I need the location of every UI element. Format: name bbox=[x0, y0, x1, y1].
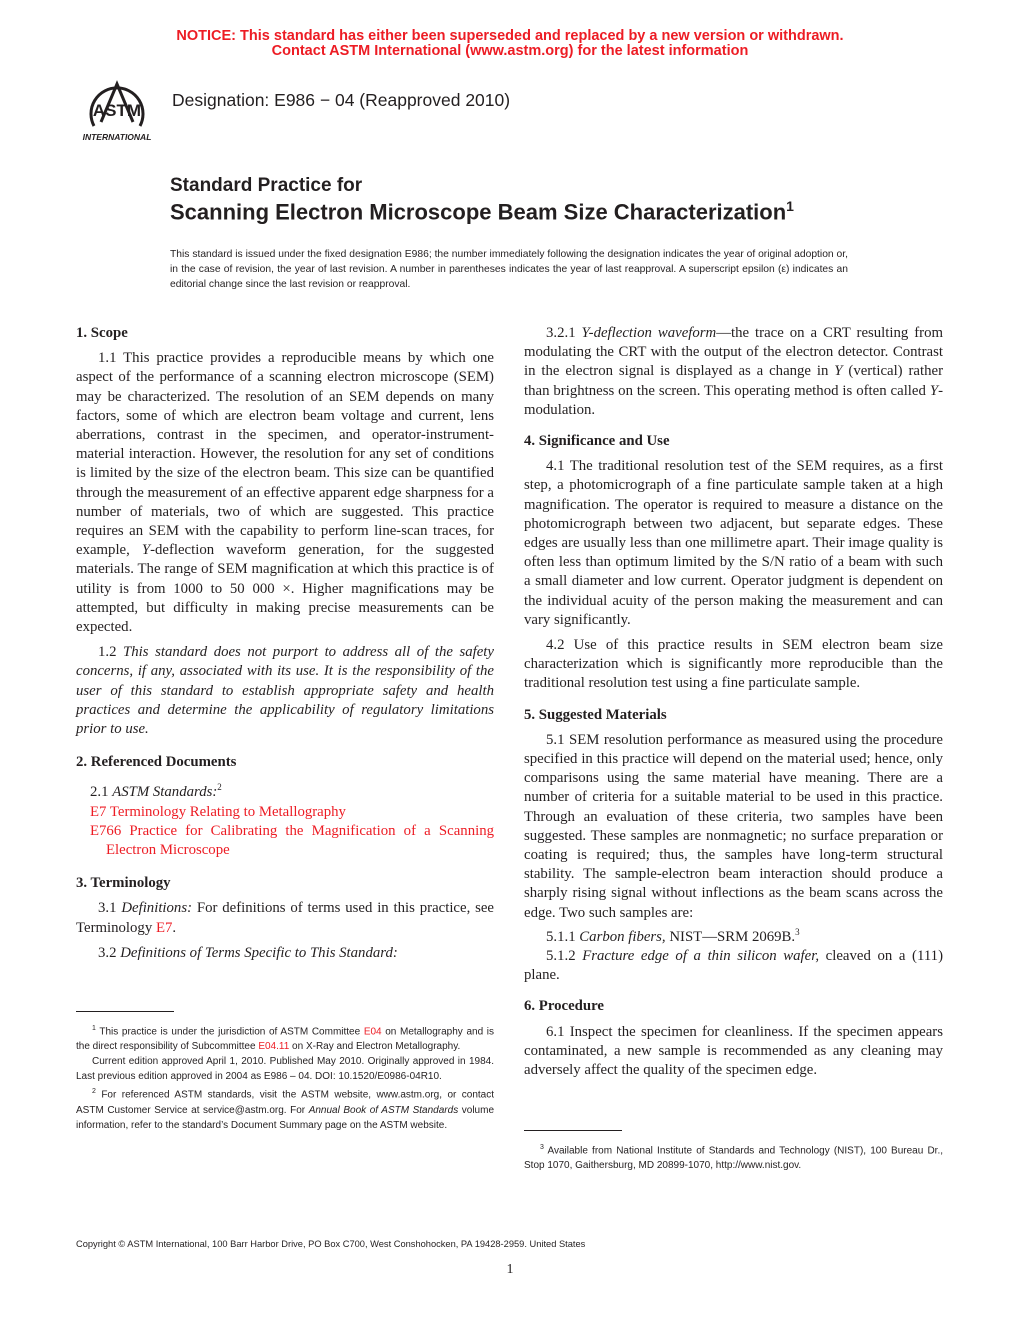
footnotes-right bbox=[524, 1140, 943, 1173]
right-column bbox=[524, 324, 943, 1086]
astm-logo-text: ASTM bbox=[92, 101, 142, 120]
para-3-1: 3.1 Definitions: For definitions of terms used in this practice, see Terminology E7. bbox=[76, 900, 494, 936]
committee-e04-link[interactable]: E04 bbox=[363, 1026, 382, 1038]
ref-e766-link[interactable]: E766 Practice for Calibrating the Magnification of a Scanning Electron Microscope bbox=[90, 822, 494, 858]
title-text: Scanning Electron Microscope Beam Size Characterization bbox=[170, 199, 787, 225]
ref-e7-link[interactable]: E7 Terminology Relating to Metallography bbox=[90, 803, 346, 820]
section-5-heading: 5. Suggested Materials bbox=[524, 706, 667, 723]
title-line1: Standard Practice for bbox=[170, 175, 363, 196]
section-1-heading: 1. Scope bbox=[76, 325, 128, 341]
astm-logo-subtext: INTERNATIONAL bbox=[82, 132, 152, 142]
astm-logo bbox=[72, 74, 162, 146]
para-3-2: 3.2 Definitions of Terms Specific to This Standard: bbox=[98, 944, 398, 961]
section-6-heading: 6. Procedure bbox=[524, 998, 604, 1015]
para-4-1: 4.1 The traditional resolution test of the SEM requires, as a first step, a photomicrograph of a fine particulate sample taken at a high magnification. The operator is required to measure a distance on the photomicrograph between two adjacent, but separate edges. These edges are usually less than one millimetre apart. Their image quality is often less than optimum limited by the S/N ratio of a beam with such a small diameter and low current. Operator judgment is dependent on the individual acuity of the person making the measurement and can vary significantly. bbox=[524, 458, 943, 628]
designation: Designation: E986 − 04 (Reapproved 2010) bbox=[172, 90, 511, 110]
para-4-2: 4.2 Use of this practice results in SEM electron beam size characterization which is significantly more reproducible than the traditional resolution test using a fine particulate sample. bbox=[524, 637, 943, 692]
footnote-3: $^3$ Available from National Institute of Standards and Technology (NIST), 100 Bureau Dr., Stop 1070, Gaithersburg, MD 20899-1070, http://www.nist.gov. bbox=[524, 1144, 943, 1172]
para-3-2-1: 3.2.1 Y-deflection waveform—the trace on a CRT resulting from modulating the CRT with the output of the electron detector. Contrast in the electron signal is displayed as a change in Y (vertical) rather than brightness on the screen. This operating method is often called Y-modulation. bbox=[524, 325, 943, 418]
para-1-1: 1.1 This practice provides a reproducible means by which one aspect of the performance of a scanning electron microscope (SEM) may be characterized. The resolution of an SEM depends on many factors, some of which are electron beam voltage and current, lens aberrations, contrast in the specimen, and operator-instrument-material interaction. However, the resolution for any set of conditions is limited by the size of the electron beam. This size can be quantified through the measurement of an effective apparent edge sharpness for a number of materials, two of which are suggested. This practice requires an SEM with the capability to perform line-scan traces, for example, Y-deflection waveform generation, for the suggested materials. The range of SEM magnification at which this practice is of utility is from 1000 to 50 000 ×. Higher magnifications may be attempted, but difficulty in making precise measurements can be expected. bbox=[76, 350, 494, 636]
issuance-note: This standard is issued under the fixed designation E986; the number immediately following the designation indicates the year of original adoption or, in the case of revision, the year of last revision. A number in parentheses indicates the year of last reapproval. A superscript epsilon (ε) indicates an editorial change since the last revision or reapproval. bbox=[170, 249, 848, 290]
para-5-1: 5.1 SEM resolution performance as measured using the procedure specified in this practice will depend on the material used; hence, only comparisons using the same material have meaning. There are a number of criteria for a suitable material to be used in this practice. Through an evaluation of these criteria, two samples have been suggested. These samples are nonmagnetic; no surface preparation or coating is required; thus, the samples have long-term structural stability. The sample-electron beam interaction should produce a sharply rising signal without inflections as the beam scans across the edge. Two such samples are: bbox=[524, 731, 943, 921]
footnote-rule-left bbox=[76, 1011, 174, 1012]
term-e7-link[interactable]: E7 bbox=[155, 919, 173, 936]
footnote-rule-right bbox=[524, 1130, 622, 1131]
withdrawn-notice-line2: Contact ASTM International (www.astm.org) for the latest information bbox=[271, 43, 749, 59]
astm-logo-graphic bbox=[72, 74, 162, 146]
para-1-2: 1.2 This standard does not purport to address all of the safety concerns, if any, associated with its use. It is the responsibility of the user of this standard to establish appropriate safety and health practices and determine the applicability of regulatory limitations prior to use. bbox=[76, 644, 494, 738]
footnote-2: $^2$ For referenced ASTM standards, visit the ASTM website, www.astm.org, or contact ASTM Customer Service at service@astm.org. For Annual Book of ASTM Standards volume information, refer to the standard’s Document Summary page on the ASTM website. bbox=[76, 1088, 495, 1131]
footnotes-left bbox=[76, 1021, 494, 1133]
para-5-1-2: 5.1.2 Fracture edge of a thin silicon wafer, cleaved on a (111) plane. bbox=[524, 948, 944, 984]
footnote-1: $^1$ This practice is under the jurisdiction of ASTM Committee E04 on Metallography and is the direct responsibility of Subcommittee E04.11 on X-Ray and Electron Metallography. bbox=[76, 1025, 494, 1053]
para-5-1-1: 5.1.1 Carbon fibers, NIST—SRM 2069B.$^3$ bbox=[546, 926, 800, 945]
para-6-1: 6.1 Inspect the specimen for cleanliness. If the specimen appears contaminated, a new sample is recommended as any cleaning may adversely affect the quality of the specimen edge. bbox=[524, 1023, 943, 1079]
title-line2 bbox=[170, 198, 794, 225]
left-column bbox=[76, 324, 494, 969]
withdrawn-notice-line1: NOTICE: This standard has either been superseded and replaced by a new version or withdrawn. bbox=[176, 28, 844, 44]
subcommittee-e04-11-link[interactable]: E04.11 bbox=[258, 1041, 290, 1053]
section-4-heading: 4. Significance and Use bbox=[524, 433, 670, 450]
section-3-heading: 3. Terminology bbox=[76, 875, 171, 892]
copyright-line: Copyright © ASTM International, 100 Barr Harbor Drive, PO Box C700, West Conshohocken, PA 19428-2959. United States bbox=[76, 1239, 586, 1249]
title-footnote-mark: 1 bbox=[786, 198, 794, 214]
footnote-1-edition: Current edition approved April 1, 2010. Published May 2010. Originally approved in 1984. Last previous edition approved in 2004 as E986 – 04. DOI: 10.1520/E0986-04R10. bbox=[76, 1056, 494, 1083]
page-number: 1 bbox=[506, 1262, 514, 1277]
para-2-1: 2.1 ASTM Standards:$^2$ bbox=[90, 782, 222, 801]
section-2-heading: 2. Referenced Documents bbox=[76, 754, 237, 771]
